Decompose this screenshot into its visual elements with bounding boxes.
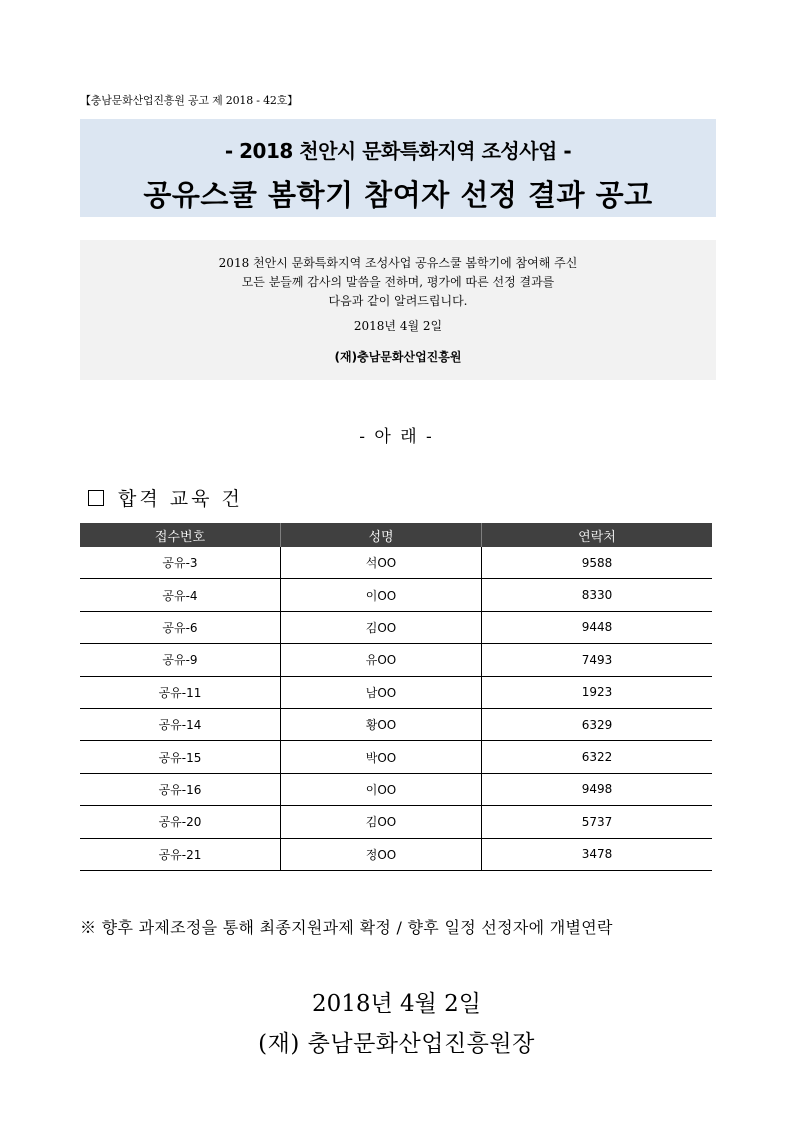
header-receipt-no: 접수번호 — [80, 523, 281, 547]
cell-contact: 8330 — [482, 579, 713, 611]
table-row — [80, 547, 712, 579]
table-row — [80, 838, 712, 870]
table-row — [80, 806, 712, 838]
table-row — [80, 676, 712, 708]
cell-receipt-no: 공유-6 — [80, 611, 281, 643]
result-table — [80, 523, 712, 871]
table-row — [80, 611, 712, 643]
cell-contact: 1923 — [482, 676, 713, 708]
intro-line: 모든 분들께 감사의 말씀을 전하며, 평가에 따른 선정 결과를 — [241, 275, 555, 289]
cell-contact: 5737 — [482, 806, 713, 838]
cell-receipt-no: 공유-14 — [80, 708, 281, 740]
title-subtitle: - 2018 천안시 문화특화지역 조성사업 - — [224, 139, 572, 163]
cell-name: 유OO — [281, 644, 482, 676]
cell-contact: 3478 — [482, 838, 713, 870]
cell-receipt-no: 공유-20 — [80, 806, 281, 838]
table-row — [80, 741, 712, 773]
title-banner — [80, 119, 716, 217]
checkbox-empty-icon — [88, 490, 104, 506]
cell-contact: 9448 — [482, 611, 713, 643]
cell-name: 황OO — [281, 708, 482, 740]
cell-contact: 7493 — [482, 644, 713, 676]
header-contact: 연락처 — [482, 523, 713, 547]
cell-name: 이OO — [281, 579, 482, 611]
intro-text — [80, 254, 716, 311]
intro-org: (재)충남문화산업진흥원 — [334, 350, 462, 364]
cell-contact: 9588 — [482, 547, 713, 579]
page-title: 공유스쿨 봄학기 참여자 선정 결과 공고 — [143, 178, 653, 212]
cell-receipt-no: 공유-3 — [80, 547, 281, 579]
footnote: ※ 향후 과제조정을 통해 최종지원과제 확정 / 향후 일정 선정자에 개별연락 — [80, 918, 613, 937]
cell-name: 김OO — [281, 611, 482, 643]
table-row — [80, 579, 712, 611]
cell-receipt-no: 공유-16 — [80, 773, 281, 805]
signature-org: (재) 충남문화산업진흥원장 — [258, 1031, 535, 1057]
cell-name: 석OO — [281, 547, 482, 579]
section-label: 합격 교육 건 — [118, 488, 243, 510]
cell-name: 남OO — [281, 676, 482, 708]
intro-box — [80, 240, 716, 380]
intro-line: 2018 천안시 문화특화지역 조성사업 공유스쿨 봄학기에 참여해 주신 — [218, 256, 578, 270]
cell-name: 이OO — [281, 773, 482, 805]
table-row — [80, 773, 712, 805]
below-label: - 아 래 - — [359, 427, 434, 447]
table-header-row — [80, 523, 712, 547]
table-row — [80, 708, 712, 740]
cell-contact: 9498 — [482, 773, 713, 805]
cell-receipt-no: 공유-21 — [80, 838, 281, 870]
cell-receipt-no: 공유-11 — [80, 676, 281, 708]
intro-line: 다음과 같이 알려드립니다. — [328, 294, 468, 308]
header-name: 성명 — [281, 523, 482, 547]
cell-contact: 6329 — [482, 708, 713, 740]
intro-date: 2018년 4월 2일 — [353, 319, 443, 333]
notice-number: 【충남문화산업진흥원 공고 제 2018 - 42호】 — [80, 94, 298, 107]
cell-name: 정OO — [281, 838, 482, 870]
cell-receipt-no: 공유-4 — [80, 579, 281, 611]
cell-receipt-no: 공유-9 — [80, 644, 281, 676]
section-heading — [88, 484, 243, 511]
table-row — [80, 644, 712, 676]
cell-name: 박OO — [281, 741, 482, 773]
cell-contact: 6322 — [482, 741, 713, 773]
signature-date: 2018년 4월 2일 — [311, 991, 482, 1017]
cell-receipt-no: 공유-15 — [80, 741, 281, 773]
cell-name: 김OO — [281, 806, 482, 838]
